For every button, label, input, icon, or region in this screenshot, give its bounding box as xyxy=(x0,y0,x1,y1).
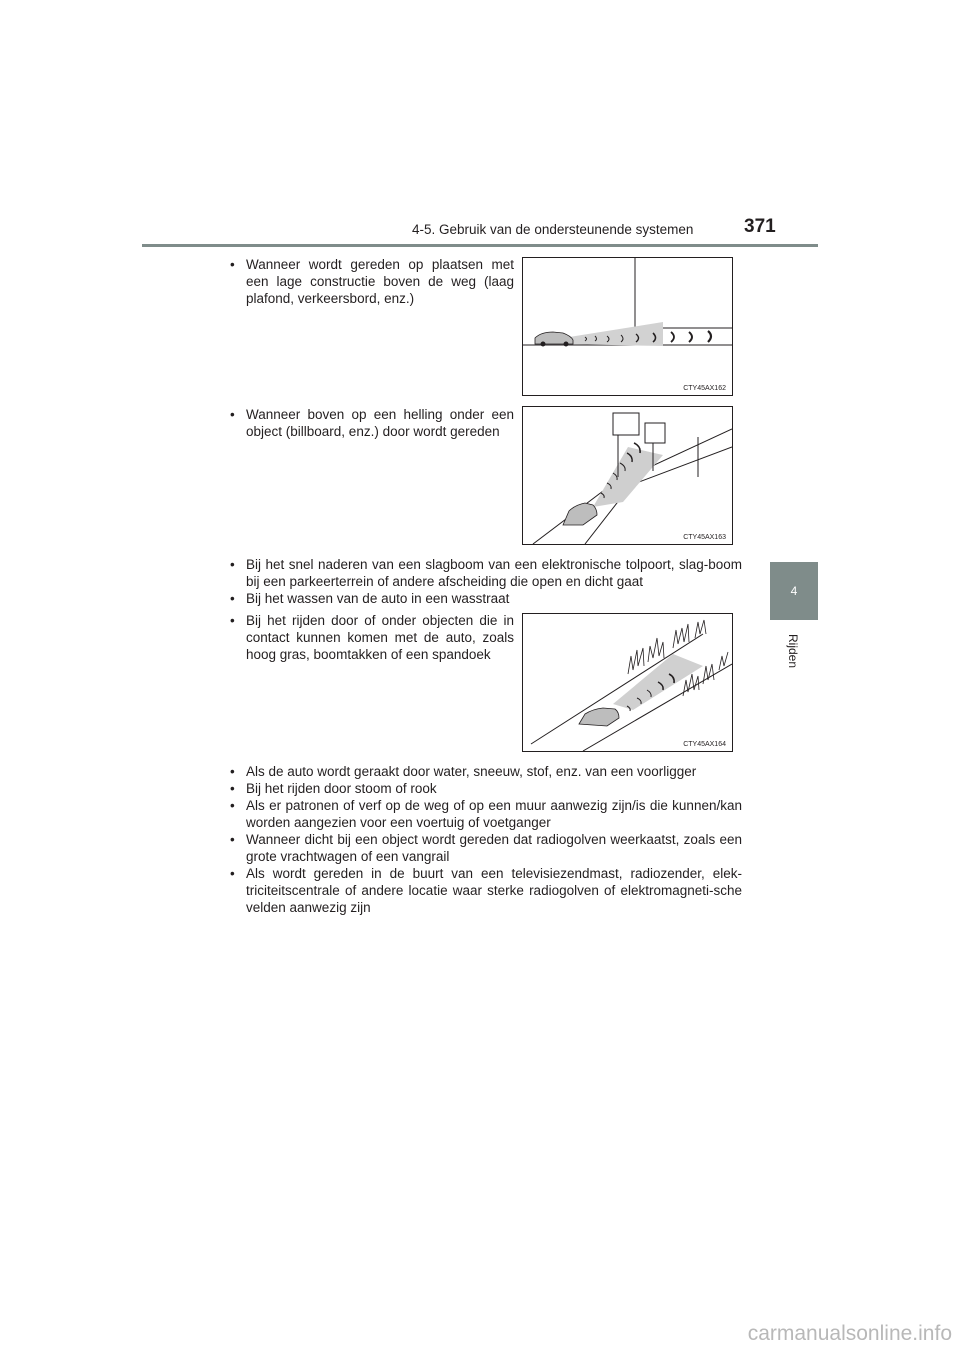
bullet-icon: • xyxy=(230,764,235,779)
list-item-text: Als wordt gereden in de buurt van een televisiezendmast, radiozender, elek-triciteitscentrale of andere locatie waar sterke radiogolven of elektromagneti-sche velden aanwezig zijn xyxy=(246,866,742,915)
list-item xyxy=(230,406,514,440)
list-item xyxy=(230,556,742,590)
bullet-icon: • xyxy=(230,832,235,847)
bullet-icon: • xyxy=(230,407,235,422)
list-item-text: Wanneer dicht bij een object wordt gereden dat radiogolven weerkaatst, zoals een grote vrachtwagen of een vangrail xyxy=(246,832,742,864)
bullet-icon: • xyxy=(230,781,235,796)
chapter-label: Rijden xyxy=(786,634,800,669)
list-item xyxy=(230,780,742,797)
list-item xyxy=(230,590,742,607)
bullet-icon: • xyxy=(230,591,235,606)
site-watermark: carmanualsonline.info xyxy=(747,1322,952,1345)
list-item xyxy=(230,797,742,831)
figure-caption: CTY45AX163 xyxy=(683,534,726,541)
list-item-text: Wanneer boven op een helling onder een object (billboard, enz.) door wordt gereden xyxy=(246,407,514,439)
list-item-text: Bij het snel naderen van een slagboom van een elektronische tolpoort, slag-boom bij een parkeerterrein of andere afscheiding die open en dicht gaat xyxy=(246,557,742,589)
page-number: 371 xyxy=(744,216,776,237)
tall-grass-illustration xyxy=(523,614,732,751)
chapter-tab: 4 xyxy=(770,562,818,620)
bullet-icon: • xyxy=(230,557,235,572)
section-title: 4-5. Gebruik van de ondersteunende systemen xyxy=(412,222,694,237)
bullet-icon: • xyxy=(230,257,235,272)
header-divider xyxy=(142,244,818,247)
figure-slope-billboard xyxy=(522,406,733,545)
bullet-icon: • xyxy=(230,866,235,881)
list-item-text: Bij het rijden door of onder objecten die in contact kunnen komen met de auto, zoals hoog gras, boomtakken of een spandoek xyxy=(246,613,514,662)
list-item xyxy=(230,256,514,307)
figure-caption: CTY45AX162 xyxy=(683,385,726,392)
list-item-text: Als er patronen of verf op de weg of op een muur aanwezig zijn/is die kunnen/kan worden aangezien voor een voertuig of voetganger xyxy=(246,798,742,830)
bullet-icon: • xyxy=(230,613,235,628)
list-item-text: Wanneer wordt gereden op plaatsen met een lage constructie boven de weg (laag plafond, verkeersbord, enz.) xyxy=(246,257,514,306)
low-structure-illustration xyxy=(523,258,732,395)
list-item xyxy=(230,612,514,663)
figure-tall-grass xyxy=(522,613,733,752)
figure-low-structure xyxy=(522,257,733,396)
bullet-icon: • xyxy=(230,798,235,813)
car-icon xyxy=(579,708,619,726)
list-item xyxy=(230,763,742,780)
list-item xyxy=(230,865,742,916)
car-icon xyxy=(535,332,573,347)
list-item xyxy=(230,831,742,865)
car-icon xyxy=(563,503,597,525)
list-item-text: Als de auto wordt geraakt door water, sneeuw, stof, enz. van een voorligger xyxy=(246,764,697,779)
slope-billboard-illustration xyxy=(523,407,732,544)
list-item-text: Bij het wassen van de auto in een wasstraat xyxy=(246,591,510,606)
list-item-text: Bij het rijden door stoom of rook xyxy=(246,781,437,796)
figure-caption: CTY45AX164 xyxy=(683,741,726,748)
